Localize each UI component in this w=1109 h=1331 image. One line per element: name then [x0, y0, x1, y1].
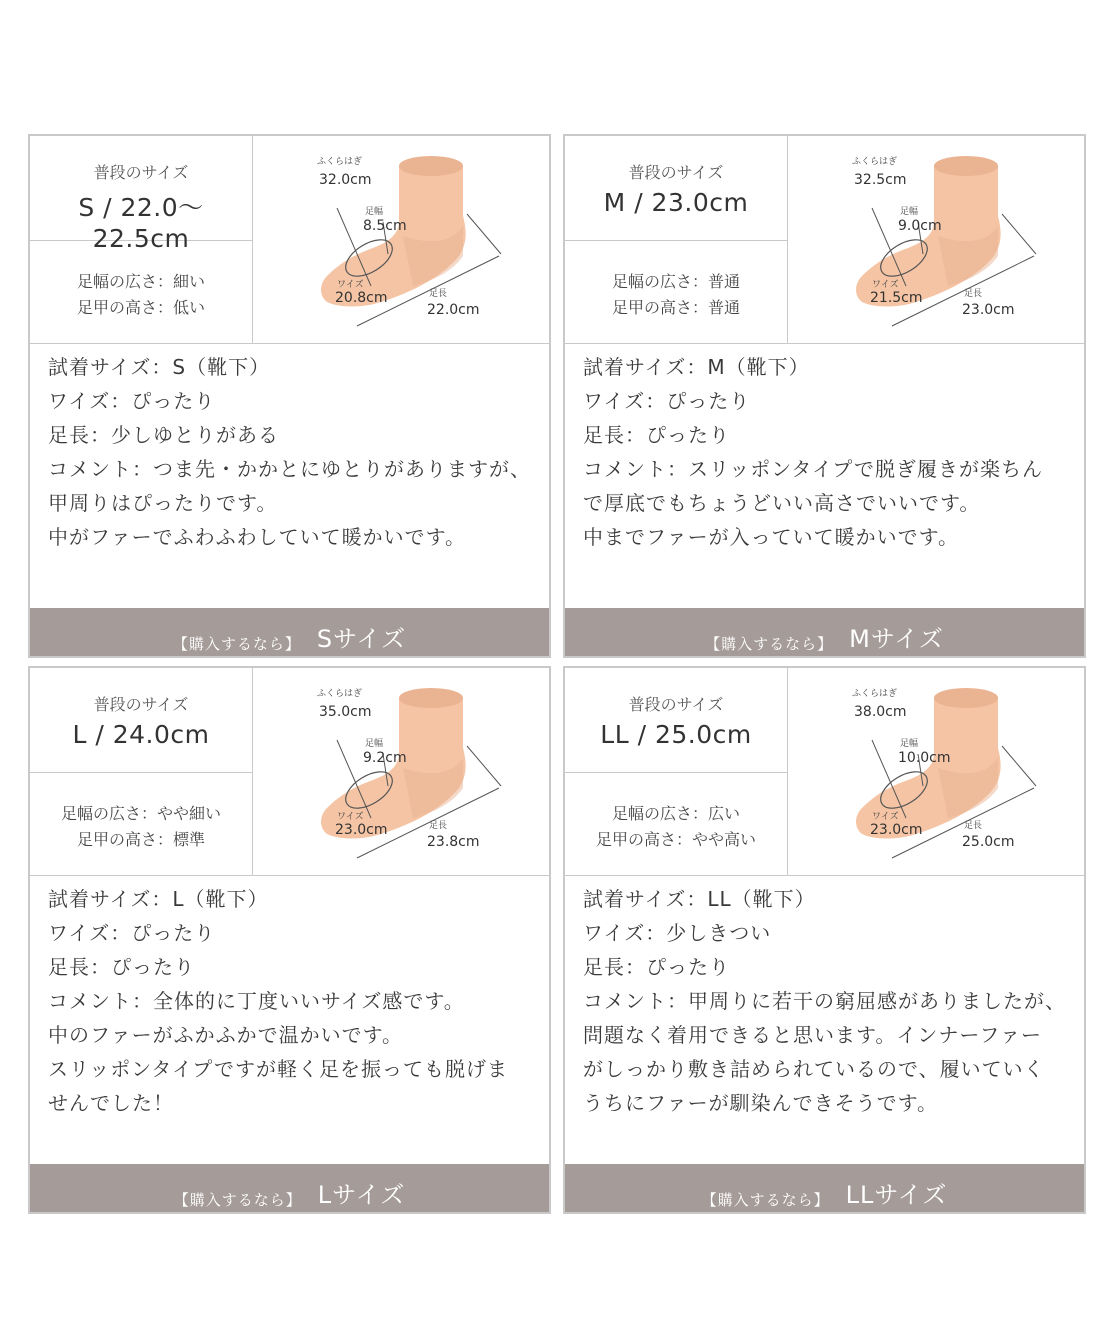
foot-feature-box: [565, 241, 787, 343]
calf-value: 32.0cm: [319, 172, 372, 188]
usual-size-box: [565, 136, 787, 241]
calf-value: 38.0cm: [854, 704, 907, 720]
usual-size-box: [30, 136, 252, 253]
usual-size-value: M / 23.0cm: [603, 188, 749, 217]
fitting-comments: [583, 882, 1078, 1120]
card-header: [565, 668, 1084, 876]
comment-line: コメント：甲周りに若干の窮屈感がありましたが、: [583, 989, 1066, 1013]
size-column: [30, 136, 253, 343]
usual-size-value: LL / 25.0cm: [600, 720, 752, 749]
size-card-m: [563, 134, 1086, 658]
calf-caption: ふくらはぎ: [852, 157, 898, 167]
size-card-ll: [563, 666, 1086, 1214]
usual-size-caption: 普段のサイズ: [628, 695, 724, 714]
width-value: 9.0cm: [898, 218, 942, 234]
comment-line: 足長：少しゆとりがある: [48, 423, 279, 447]
size-column: [565, 668, 788, 875]
comment-line: 試着サイズ：LL（靴下）: [583, 887, 816, 911]
length-value: 25.0cm: [962, 834, 1015, 850]
length-guide: [467, 214, 501, 254]
usual-size-box: [30, 668, 252, 773]
length-caption: 足長: [429, 821, 448, 831]
calf-top: [399, 688, 463, 708]
wise-caption: ワイズ: [872, 812, 899, 822]
foot-width-label: 足幅の広さ：広い: [611, 804, 740, 823]
card-header: [30, 136, 549, 344]
usual-size-caption: 普段のサイズ: [93, 163, 189, 182]
wise-value: 23.0cm: [870, 822, 923, 838]
length-value: 23.0cm: [962, 302, 1015, 318]
width-caption: 足幅: [900, 739, 919, 749]
card-header: [565, 136, 1084, 344]
comment-line: スリッポンタイプですが軽く足を振っても脱げま: [48, 1057, 508, 1081]
comment-line: 足長：ぴったり: [583, 955, 730, 979]
comment-line: で厚底でもちょうどいい高さでいいです。: [583, 491, 981, 515]
size-column: [30, 668, 253, 875]
comment-line: 中のファーがふかふかで温かいです。: [48, 1023, 403, 1047]
foot-feature-box: [565, 773, 787, 875]
comment-line: 問題なく着用できると思います。インナーファー: [583, 1023, 1042, 1047]
comment-line: ワイズ：少しきつい: [583, 921, 772, 945]
width-caption: 足幅: [365, 739, 384, 749]
wise-value: 21.5cm: [870, 290, 923, 306]
usual-size-caption: 普段のサイズ: [93, 695, 189, 714]
recommend-bar: [30, 1164, 549, 1212]
length-value: 22.0cm: [427, 302, 480, 318]
calf-top: [399, 156, 463, 176]
length-guide: [467, 746, 501, 786]
width-value: 10.0cm: [898, 750, 951, 766]
length-value: 23.8cm: [427, 834, 480, 850]
wise-caption: ワイズ: [872, 280, 899, 290]
foot-diagram: [253, 668, 549, 875]
width-caption: 足幅: [365, 207, 384, 217]
foot-diagram: [788, 668, 1084, 875]
calf-top: [934, 156, 998, 176]
instep-height-label: 足甲の高さ：普通: [611, 298, 740, 317]
comment-line: 足長：ぴったり: [583, 423, 730, 447]
fitting-comments: [48, 350, 543, 554]
comment-line: 甲周りはぴったりです。: [48, 491, 278, 515]
recommend-size: Sサイズ: [316, 625, 407, 653]
recommend-label: 【購入するなら】: [172, 635, 301, 653]
size-card-s: [28, 134, 551, 658]
foot-width-label: 足幅の広さ：普通: [611, 272, 740, 291]
usual-size-caption: 普段のサイズ: [628, 163, 724, 182]
recommend-size: LLサイズ: [845, 1181, 948, 1209]
recommend-bar: [565, 1164, 1084, 1212]
calf-value: 35.0cm: [319, 704, 372, 720]
foot-feature-box: [30, 241, 252, 343]
comment-line: 中がファーでふわふわしていて暖かいです。: [48, 525, 466, 549]
usual-size-value: L / 24.0cm: [72, 720, 210, 749]
instep-height-label: 足甲の高さ：やや高い: [595, 830, 756, 849]
foot-illustration: [788, 668, 1084, 875]
calf-caption: ふくらはぎ: [852, 689, 898, 699]
comment-line: せんでした！: [48, 1091, 174, 1115]
size-card-l: [28, 666, 551, 1214]
calf-caption: ふくらはぎ: [317, 689, 363, 699]
comment-line: うちにファーが馴染んできそうです。: [583, 1091, 938, 1115]
length-caption: 足長: [429, 289, 448, 299]
comment-line: 試着サイズ：M（靴下）: [583, 355, 810, 379]
recommend-label: 【購入するなら】: [173, 1191, 302, 1209]
comment-line: コメント：つま先・かかとにゆとりがありますが、: [48, 457, 531, 481]
foot-width-label: 足幅の広さ：細い: [76, 272, 205, 291]
card-header: [30, 668, 549, 876]
recommend-label: 【購入するなら】: [701, 1191, 830, 1209]
length-caption: 足長: [964, 289, 983, 299]
recommend-bar: [565, 608, 1084, 656]
comment-line: ワイズ：ぴったり: [48, 921, 216, 945]
comment-line: 試着サイズ：S（靴下）: [48, 355, 271, 379]
foot-illustration: [253, 668, 549, 875]
instep-height-label: 足甲の高さ：低い: [76, 298, 205, 317]
foot-feature-box: [30, 773, 252, 875]
fitting-comments: [583, 350, 1078, 554]
foot-illustration: [788, 136, 1084, 343]
foot-width-label: 足幅の広さ：やや細い: [60, 804, 221, 823]
comment-line: ワイズ：ぴったり: [48, 389, 216, 413]
foot-illustration: [253, 136, 549, 343]
comment-line: コメント：スリッポンタイプで脱ぎ履きが楽ちん: [583, 457, 1043, 481]
comment-line: 足長：ぴったり: [48, 955, 195, 979]
length-caption: 足長: [964, 821, 983, 831]
comment-line: ワイズ：ぴったり: [583, 389, 751, 413]
usual-size-value: S / 22.0～22.5cm: [78, 193, 204, 253]
recommend-label: 【購入するなら】: [705, 635, 834, 653]
wise-caption: ワイズ: [337, 812, 364, 822]
comment-line: がしっかり敷き詰められているので、履いていく: [583, 1057, 1045, 1081]
size-column: [565, 136, 788, 343]
length-guide: [1002, 214, 1036, 254]
comment-line: 中までファーが入っていて暖かいです。: [583, 525, 959, 549]
wise-caption: ワイズ: [337, 280, 364, 290]
wise-value: 23.0cm: [335, 822, 388, 838]
recommend-bar: [30, 608, 549, 656]
usual-size-box: [565, 668, 787, 773]
calf-caption: ふくらはぎ: [317, 157, 363, 167]
length-guide: [1002, 746, 1036, 786]
calf-value: 32.5cm: [854, 172, 907, 188]
calf-top: [934, 688, 998, 708]
width-value: 8.5cm: [363, 218, 407, 234]
instep-height-label: 足甲の高さ：標準: [76, 830, 205, 849]
recommend-size: Lサイズ: [317, 1181, 406, 1209]
comment-line: コメント：全体的に丁度いいサイズ感です。: [48, 989, 465, 1013]
width-value: 9.2cm: [363, 750, 407, 766]
foot-diagram: [253, 136, 549, 343]
recommend-size: Mサイズ: [849, 625, 944, 653]
comment-line: 試着サイズ：L（靴下）: [48, 887, 269, 911]
wise-value: 20.8cm: [335, 290, 388, 306]
width-caption: 足幅: [900, 207, 919, 217]
fitting-comments: [48, 882, 543, 1120]
foot-diagram: [788, 136, 1084, 343]
